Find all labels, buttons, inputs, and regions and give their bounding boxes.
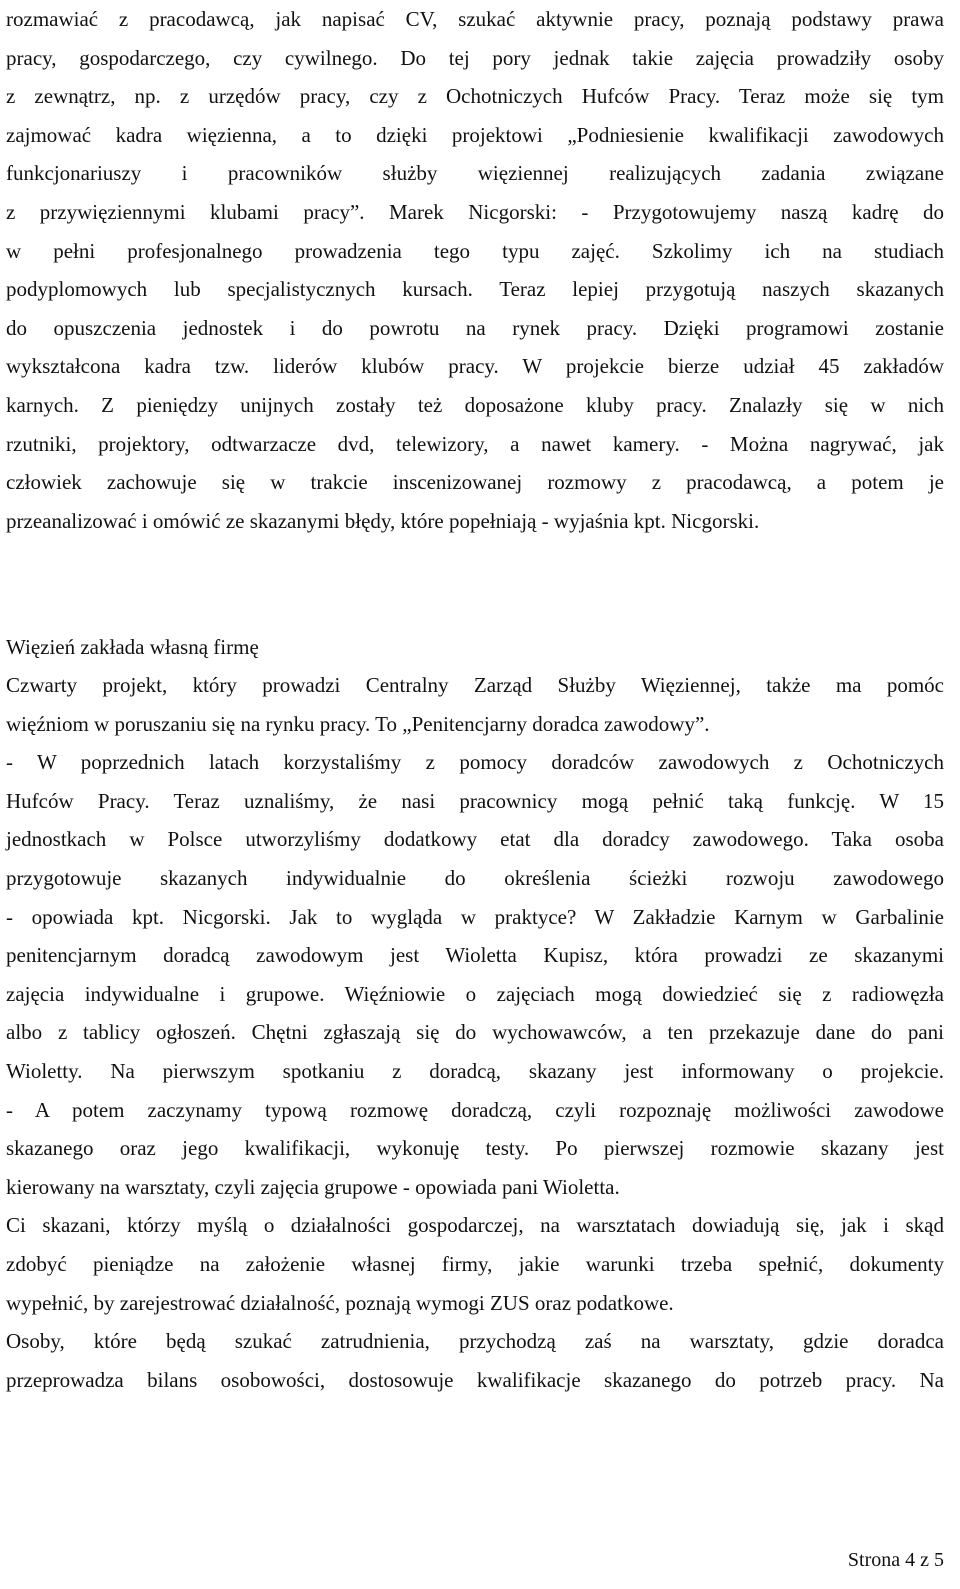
text-line: rozmawiać z pracodawcą, jak napisać CV, szukać aktywnie pracy, poznają podstawy prawa <box>6 7 944 31</box>
text-line: wykształcona kadra tzw. liderów klubów pracy. W projekcie bierze udział 45 zakładów <box>6 354 944 379</box>
text-line: przygotowuje skazanych indywidualnie do określenia ścieżki rozwoju zawodowego <box>6 865 944 890</box>
text-line: zajmować kadra więzienna, a to dzięki projektowi „Podniesienie kwalifikacji zawodowych <box>6 122 944 147</box>
text-line: przeanalizować i omówić ze skazanymi błędy, które popełniają - wyjaśnia kpt. Nicgorski. <box>6 508 760 533</box>
text-line: więźniom w poruszaniu się na rynku pracy. To „Penitencjarny doradca zawodowy”. <box>6 711 710 736</box>
text-line: Czwarty projekt, który prowadzi Centralny Zarząd Służby Więziennej, także ma pomóc <box>6 673 944 697</box>
text-line: rzutniki, projektory, odtwarzacze dvd, telewizory, a nawet kamery. - Można nagrywać, jak <box>6 431 944 456</box>
page-number: Strona 4 z 5 <box>847 1549 944 1571</box>
text-line: - opowiada kpt. Nicgorski. Jak to wygląda w praktyce? W Zakładzie Karnym w Garbalinie <box>6 904 944 929</box>
text-line: człowiek zachowuje się w trakcie inscenizowanej rozmowy z pracodawcą, a potem je <box>6 470 944 495</box>
text-line: Osoby, które będą szukać zatrudnienia, przychodzą zaś na warsztaty, gdzie doradca <box>6 1329 944 1354</box>
text-line: w pełni profesjonalnego prowadzenia tego typu zajęć. Szkolimy ich na studiach <box>6 238 944 263</box>
text-line: karnych. Z pieniędzy unijnych zostały też doposażone kluby pracy. Znalazły się w nich <box>6 392 944 417</box>
text-line: jednostkach w Polsce utworzyliśmy dodatkowy etat dla doradcy zawodowego. Taka osoba <box>6 827 944 852</box>
text-line: albo z tablicy ogłoszeń. Chętni zgłaszają się do wychowawców, a ten przekazuje dane do pani <box>6 1020 944 1045</box>
text-line: Ci skazani, którzy myślą o działalności gospodarczej, na warsztatach dowiadują się, jak i skąd <box>6 1213 944 1238</box>
text-line: pracy, gospodarczego, czy cywilnego. Do tej pory jednak takie zajęcia prowadziły osoby <box>6 45 944 70</box>
section-heading: Więzień zakłada własną firmę <box>6 635 259 659</box>
article-paragraph-2 <box>6 666 944 1399</box>
text-line: wypełnić, by zarejestrować działalność, poznają wymogi ZUS oraz podatkowe. <box>6 1290 674 1315</box>
text-line: - A potem zaczynamy typową rozmowę doradczą, czyli rozpoznaję możliwości zawodowe <box>6 1097 944 1122</box>
article-paragraph-1 <box>6 0 944 540</box>
text-line: z przywięziennymi klubami pracy”. Marek Nicgorski: - Przygotowujemy naszą kadrę do <box>6 199 944 224</box>
text-line: Wioletty. Na pierwszym spotkaniu z doradcą, skazany jest informowany o projekcie. <box>6 1058 944 1083</box>
text-line: Hufców Pracy. Teraz uznaliśmy, że nasi pracownicy mogą pełnić taką funkcję. W 15 <box>6 788 944 813</box>
text-line: funkcjonariuszy i pracowników służby więziennej realizujących zadania związane <box>6 161 944 186</box>
text-line: - W poprzednich latach korzystaliśmy z pomocy doradców zawodowych z Ochotniczych <box>6 750 944 775</box>
text-line: skazanego oraz jego kwalifikacji, wykonuję testy. Po pierwszej rozmowie skazany jest <box>6 1136 944 1161</box>
text-line: penitencjarnym doradcą zawodowym jest Wioletta Kupisz, która prowadzi ze skazanymi <box>6 943 944 968</box>
text-line: kierowany na warsztaty, czyli zajęcia grupowe - opowiada pani Wioletta. <box>6 1174 620 1199</box>
text-line: podyplomowych lub specjalistycznych kursach. Teraz lepiej przygotują naszych skazanych <box>6 277 944 302</box>
text-line: przeprowadza bilans osobowości, dostosowuje kwalifikacje skazanego do potrzeb pracy. Na <box>6 1367 944 1392</box>
text-line: do opuszczenia jednostek i do powrotu na rynek pracy. Dzięki programowi zostanie <box>6 315 944 340</box>
text-line: zdobyć pieniądze na założenie własnej firmy, jakie warunki trzeba spełnić, dokumenty <box>6 1251 944 1276</box>
text-line: z zewnątrz, np. z urzędów pracy, czy z Ochotniczych Hufców Pracy. Teraz może się tym <box>6 84 944 109</box>
text-line: zajęcia indywidualne i grupowe. Więźniowie o zajęciach mogą dowiedzieć się z radiowęzła <box>6 981 944 1006</box>
